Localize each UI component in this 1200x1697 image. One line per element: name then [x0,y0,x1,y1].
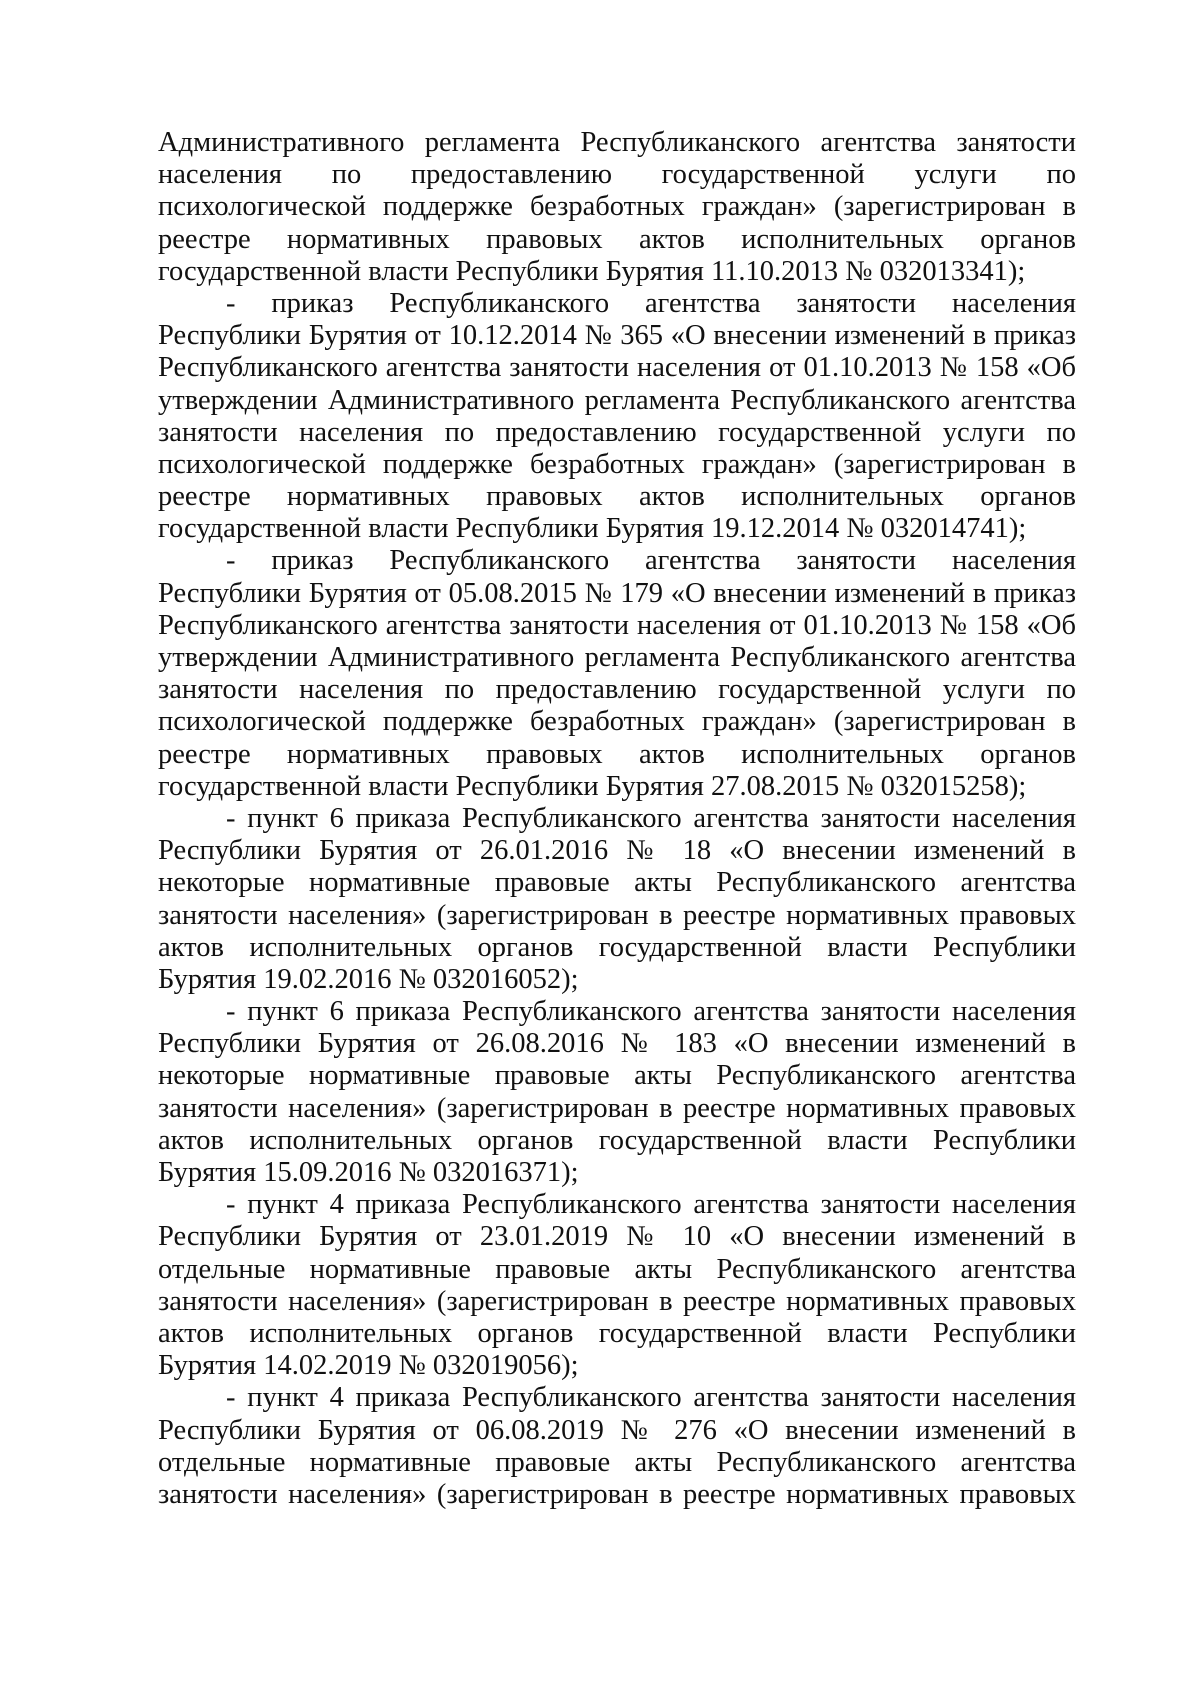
text-line: Республики Бурятия от 05.08.2015 № 179 «О внесении изменений в приказ [158,577,1076,609]
text-line: реестре нормативных правовых актов исполнительных органов [158,481,1076,513]
text-line: Республики Бурятия от 23.01.2019 № 10 «О внесении изменений в [158,1221,1076,1253]
text-line: государственной власти Республики Бурятия 27.08.2015 № 032015258); [158,770,1027,802]
paragraph [158,1382,1076,1511]
document-body [158,127,1076,1511]
text-line: Бурятия 15.09.2016 № 032016371); [158,1157,579,1188]
text-line: - пункт 6 приказа Республиканского агентства занятости населения [226,802,1076,834]
text-line: актов исполнительных органов государственной власти Республики [158,931,1076,963]
text-line: Бурятия 19.02.2016 № 032016052); [158,963,579,995]
text-line: актов исполнительных органов государственной власти Республики [158,1317,1076,1349]
text-line: Республики Бурятия от 10.12.2014 № 365 «О внесении изменений в приказ [158,320,1076,352]
text-line: занятости населения» (зарегистрирован в реестре нормативных правовых [158,1285,1076,1317]
text-line: Республики Бурятия от 26.01.2016 № 18 «О внесении изменений в [158,835,1076,867]
document-page [158,127,1076,1511]
text-line: Республики Бурятия от 06.08.2019 № 276 «О внесении изменений в [158,1414,1076,1446]
text-line: Республиканского агентства занятости населения от 01.10.2013 № 158 «Об [158,609,1076,641]
text-line: утверждении Административного регламента Республиканского агентства [158,642,1076,673]
text-line: утверждении Административного регламента Республиканского агентства [158,384,1076,416]
text-line: некоторые нормативные правовые акты Республиканского агентства [158,867,1076,899]
text-line: государственной власти Республики Бурятия 11.10.2013 № 032013341); [158,255,1026,287]
paragraph [158,545,1076,803]
text-line: Республиканского агентства занятости населения от 01.10.2013 № 158 «Об [158,352,1076,384]
text-line: реестре нормативных правовых актов исполнительных органов [158,223,1076,255]
text-line: некоторые нормативные правовые акты Республиканского агентства [158,1060,1076,1092]
paragraph [158,1189,1076,1382]
text-line: психологической поддержке безработных граждан» (зарегистрирован в [158,706,1076,738]
paragraph [158,996,1076,1189]
text-line: психологической поддержке безработных граждан» (зарегистрирован в [158,191,1076,223]
text-line: психологической поддержке безработных граждан» (зарегистрирован в [158,448,1076,480]
text-line: - приказ Республиканского агентства занятости населения [226,545,1076,577]
text-line: Бурятия 14.02.2019 № 032019056); [158,1350,579,1382]
text-line: занятости населения по предоставлению государственной услуги по [158,416,1076,448]
text-line: занятости населения по предоставлению государственной услуги по [158,674,1076,706]
text-line: отдельные нормативные правовые акты Республиканского агентства [158,1253,1076,1285]
text-line: занятости населения» (зарегистрирован в реестре нормативных правовых [158,1478,1076,1510]
text-line: - пункт 6 приказа Республиканского агентства занятости населения [226,996,1076,1028]
text-line: населения по предоставлению государственной услуги по [158,159,1076,191]
text-line: Республики Бурятия от 26.08.2016 № 183 «О внесении изменений в [158,1028,1076,1060]
paragraph [158,803,1076,996]
paragraph [158,288,1076,546]
text-line: актов исполнительных органов государственной власти Республики [158,1124,1076,1156]
text-line: - пункт 4 приказа Республиканского агентства занятости населения [226,1189,1076,1221]
text-line: - пункт 4 приказа Республиканского агентства занятости населения [226,1382,1076,1414]
text-line: реестре нормативных правовых актов исполнительных органов [158,738,1076,770]
text-line: занятости населения» (зарегистрирован в реестре нормативных правовых [158,1092,1076,1124]
text-line: отдельные нормативные правовые акты Республиканского агентства [158,1446,1076,1478]
paragraph [158,127,1076,288]
text-line: государственной власти Республики Бурятия 19.12.2014 № 032014741); [158,513,1027,545]
text-line: Административного регламента Республиканского агентства занятости [158,127,1076,158]
text-line: занятости населения» (зарегистрирован в реестре нормативных правовых [158,899,1076,931]
text-line: - приказ Республиканского агентства занятости населения [226,287,1076,319]
